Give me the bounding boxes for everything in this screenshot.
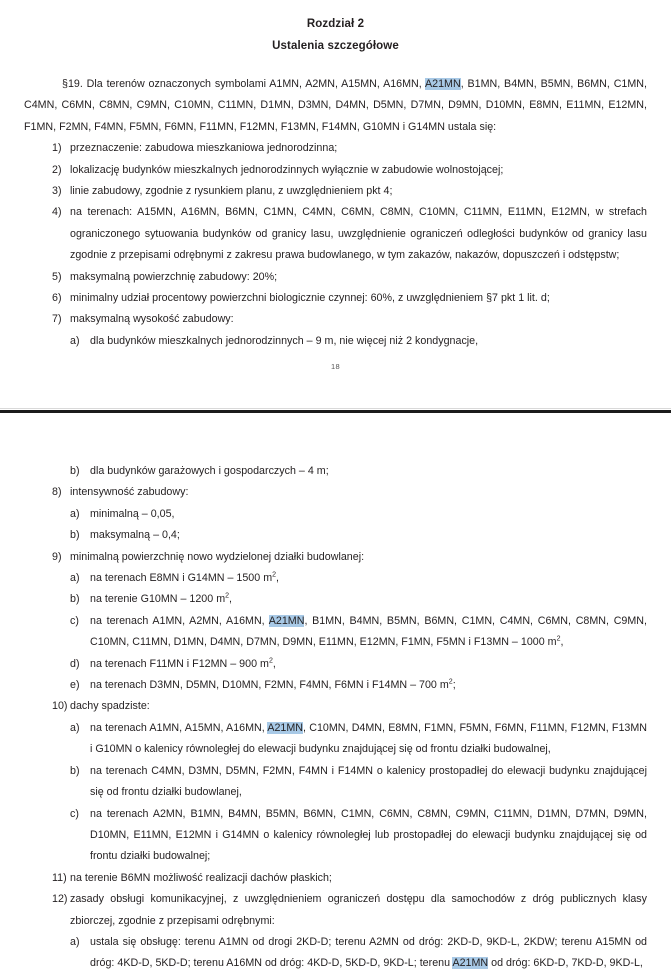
- text-segment: na terenach E8MN i G14MN – 1500 m: [90, 572, 273, 585]
- page-title: Rozdział 2: [306, 18, 365, 30]
- text-segment: od dróg: 6KD-D, 7KD-D, 9KD-L,: [488, 957, 643, 970]
- list-marker: 12): [52, 893, 68, 906]
- list-item-text: na terenach C4MN, D3MN, D5MN, F2MN, F4MN i F14MN o kalenicy prostopadłej do elewacji budynku znajdującej się od frontu działki budowlanej,: [90, 764, 647, 799]
- list-item-text: dachy spadziste:: [70, 700, 150, 713]
- list-item: [24, 589, 647, 610]
- list-marker: 11): [52, 871, 67, 884]
- list-marker: c): [70, 614, 79, 627]
- list-marker: a): [70, 935, 80, 948]
- list-marker: a): [70, 334, 80, 347]
- text-segment: na terenie G10MN – 1200 m: [90, 593, 226, 606]
- list-marker: d): [70, 657, 80, 670]
- list-item-text: dla budynków garażowych i gospodarczych – 4 m;: [90, 465, 329, 477]
- list-item-text: [90, 675, 647, 696]
- list-item-text: przeznaczenie: zabudowa mieszkaniowa jednorodzinna;: [70, 142, 338, 155]
- list-marker: b): [70, 764, 80, 777]
- list-item: [24, 331, 647, 352]
- list-item: [24, 288, 647, 309]
- list-marker: a): [70, 507, 80, 520]
- text-segment: na terenach A1MN, A2MN, A16MN,: [90, 614, 269, 627]
- superscript-two: 2: [268, 657, 273, 665]
- highlight-a21mn: A21MN: [268, 614, 305, 627]
- text-segment: ,: [272, 657, 276, 670]
- list-item-text: maksymalną – 0,4;: [90, 529, 180, 542]
- list-marker: b): [70, 529, 80, 542]
- list-marker: c): [70, 807, 79, 820]
- text-segment: , C10MN, D4MN, E8MN, F1MN, F5MN, F6MN, F11MN, F12MN, F13MN i G10MN o kalenicy równoległej do elewacji budynku znajdującej się od frontu działki budowalnej,: [90, 721, 647, 756]
- list-marker: 2): [52, 163, 62, 176]
- list-item-text: dla budynków mieszkalnych jednorodzinnych – 9 m, nie więcej niż 2 kondygnacje,: [90, 334, 479, 347]
- text-segment: ,: [276, 572, 280, 585]
- superscript-two: 2: [448, 678, 453, 686]
- text-segment: na terenach A1MN, A15MN, A16MN,: [90, 721, 268, 734]
- list-item: [24, 547, 647, 568]
- list-item: [24, 889, 647, 932]
- list-item-text: na terenach A2MN, B1MN, B4MN, B5MN, B6MN, C1MN, C6MN, C8MN, C9MN, C11MN, D1MN, D7MN, D9MN, D10MN, E11MN, E12MN i G14MN o kalenicy równoległej lub prostopadłej do elewacji budynku znajdującej się od frontu działki budowalnej;: [90, 807, 647, 863]
- top-margin-spacer: [24, 413, 647, 461]
- list-item: [24, 761, 647, 804]
- list-item-text: minimalny udział procentowy powierzchni biologicznie czynnej: 60%, z uwzględnieniem §7 pkt 1 lit. d;: [70, 292, 550, 305]
- list-item: [24, 932, 647, 975]
- text-segment: ustala się obsługę: terenu A1MN od drogi 2KD-D; terenu A2MN od dróg: 2KD-D, 9KD-L, 2KDW; terenu A15MN od dróg: 4KD-D, 5KD-D; terenu A16MN od dróg: 4KD-D, 5KD-D, 9KD-L; terenu: [90, 935, 647, 970]
- list-item-text: minimalną – 0,05,: [90, 507, 175, 520]
- list-marker: 9): [52, 550, 62, 563]
- page-number: 18: [331, 362, 340, 372]
- list-item: [24, 525, 647, 546]
- list-item-text: [90, 654, 647, 675]
- list-marker: 7): [52, 313, 62, 326]
- list-marker: 5): [52, 270, 62, 283]
- list-item: [24, 309, 647, 330]
- list-marker: b): [70, 465, 80, 477]
- superscript-two: 2: [272, 571, 277, 579]
- list-item: [24, 868, 647, 889]
- page-subtitle: Ustalenia szczegółowe: [272, 40, 399, 52]
- list-item: [24, 654, 647, 675]
- list-item-text: [90, 932, 647, 975]
- intro-paragraph: [24, 74, 647, 138]
- document-page-one: [0, 0, 671, 408]
- list-item: [24, 804, 647, 868]
- list-marker: b): [70, 593, 80, 606]
- list-item-text: maksymalną wysokość zabudowy:: [70, 313, 234, 326]
- list-item: [24, 611, 647, 654]
- text-segment: ,: [229, 593, 233, 606]
- list-item: [24, 160, 647, 181]
- list-marker: a): [70, 721, 80, 734]
- list-marker: 6): [52, 292, 62, 305]
- list-item-text: lokalizację budynków mieszkalnych jednorodzinnych wyłącznie w zabudowie wolnostojącej;: [70, 163, 504, 176]
- list-item-text: maksymalną powierzchnię zabudowy: 20%;: [70, 270, 278, 283]
- text-segment: na terenach F11MN i F12MN – 900 m: [90, 657, 269, 670]
- list-item: [24, 504, 647, 525]
- intro-text-before-highlight: §19. Dla terenów oznaczonych symbolami A1MN, A2MN, A15MN, A16MN,: [62, 78, 425, 90]
- list-item: [24, 696, 647, 717]
- list-item-text: linie zabudowy, zgodnie z rysunkiem planu, z uwzględnieniem pkt 4;: [70, 185, 393, 198]
- list-item: [24, 138, 647, 159]
- list-item-text: na terenie B6MN możliwość realizacji dachów płaskich;: [70, 871, 332, 884]
- highlight-a21mn: A21MN: [267, 721, 304, 734]
- list-marker: e): [70, 679, 80, 692]
- text-segment: ;: [452, 679, 456, 692]
- list-marker: 10): [52, 700, 68, 713]
- list-item: [24, 461, 647, 482]
- list-item: [24, 181, 647, 202]
- list-marker: 8): [52, 486, 62, 499]
- list-item-text: [90, 718, 647, 761]
- document-page-two: [0, 413, 671, 970]
- list-marker: a): [70, 572, 80, 585]
- list-item-text: intensywność zabudowy:: [70, 486, 189, 499]
- list-item-text: [90, 611, 647, 654]
- list-item-text: na terenach: A15MN, A16MN, B6MN, C1MN, C4MN, C6MN, C8MN, C10MN, C11MN, E11MN, E12MN, w strefach ograniczonego sytuowania budynków od granicy lasu, uwzględnienie ograniczeń odległości budynków od granicy lasu zgodnie z przepisami odrębnymi z zakresu prawa budowlanego, w tym zakazów, nakazów, dopuszczeń i odstępstw;: [70, 206, 647, 262]
- list-item-text: zasady obsługi komunikacyjnej, z uwzględnieniem ograniczeń dostępu dla samochodów z dróg publicznych klasy zbiorczej, zgodnie z przepisami odrębnymi:: [70, 893, 647, 927]
- list-item: [24, 568, 647, 589]
- list-item: [24, 267, 647, 288]
- highlight-a21mn: A21MN: [425, 78, 461, 90]
- list-item-text: minimalną powierzchnię nowo wydzielonej działki budowlanej:: [70, 550, 365, 563]
- list-marker: 3): [52, 185, 62, 198]
- list-marker: 1): [52, 142, 62, 155]
- superscript-two: 2: [225, 592, 230, 600]
- list-item: [24, 482, 647, 503]
- text-segment: ,: [560, 636, 564, 649]
- list-item-text: [90, 589, 647, 610]
- list-item: [24, 202, 647, 266]
- list-marker: 4): [52, 206, 62, 219]
- highlight-a21mn: A21MN: [452, 957, 489, 970]
- list-item-text: [90, 568, 647, 589]
- text-segment: , B1MN, B4MN, B5MN, B6MN, C1MN, C4MN, C6MN, C8MN, C9MN, C10MN, C11MN, D1MN, D4MN, D7MN, D9MN, E11MN, E12MN, F1MN, F5MN i F13MN – 1000 m: [90, 614, 647, 649]
- list-item: [24, 718, 647, 761]
- intro-text-after-highlight: , B1MN, B4MN, B5MN, B6MN, C1MN, C4MN, C6MN, C8MN, C9MN, C10MN, C11MN, D1MN, D3MN, D4MN, D5MN, D7MN, D9MN, D10MN, E8MN, E11MN, E12MN, F1MN, F2MN, F4MN, F5MN, F6MN, F11MN, F12MN, F13MN, F14MN, G10MN i G14MN ustala się:: [24, 78, 648, 133]
- superscript-two: 2: [556, 635, 561, 643]
- list-item: [24, 675, 647, 696]
- text-segment: na terenach D3MN, D5MN, D10MN, F2MN, F4MN, F6MN i F14MN – 700 m: [90, 679, 449, 692]
